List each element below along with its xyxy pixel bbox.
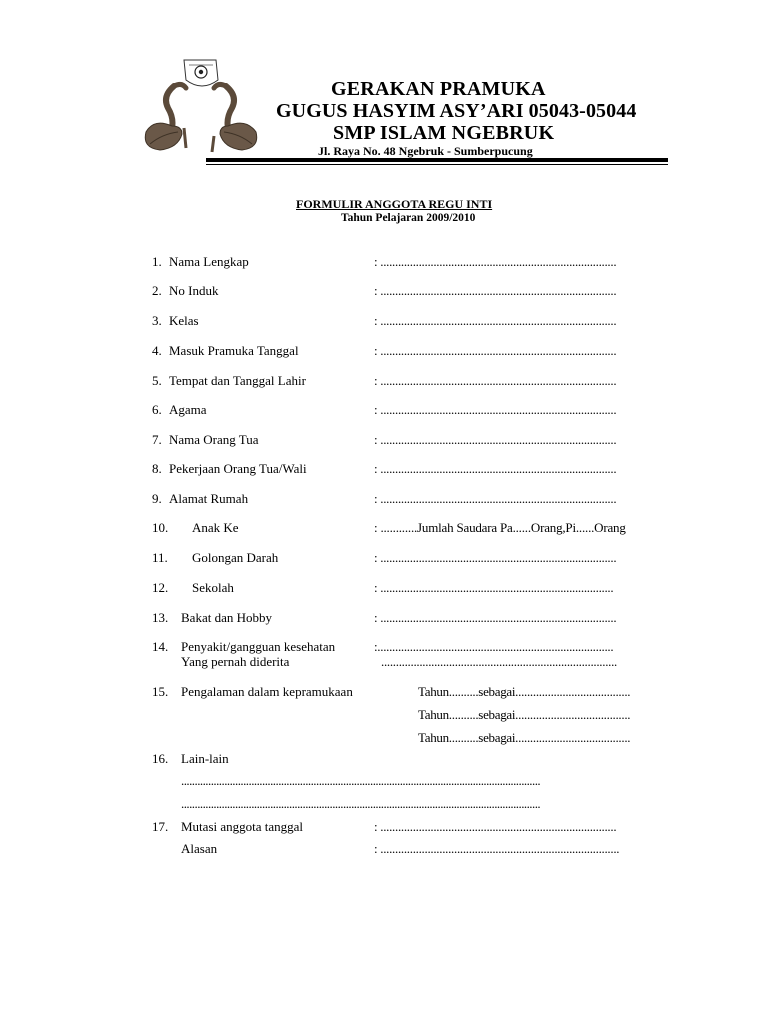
field-input-sekolah[interactable]: : ...............................................................................: [374, 580, 614, 595]
field-num: 11.: [152, 550, 168, 565]
field-label-anak-ke: Anak Ke: [192, 520, 239, 535]
field-label-lain-lain: Lain-lain: [181, 751, 229, 766]
field-input-anak-ke[interactable]: : ............Jumlah Saudara Pa......Orang,Pi......Orang: [374, 520, 626, 535]
field-input-agama[interactable]: : ................................................................................: [374, 402, 617, 417]
field-num: 6.: [152, 402, 162, 417]
field-input-pengalaman-1[interactable]: Tahun..........sebagai.......................................: [418, 684, 631, 699]
field-label-penyakit: Penyakit/gangguan kesehatan: [181, 639, 336, 654]
org-name: GERAKAN PRAMUKA: [331, 78, 546, 100]
field-num: 9.: [152, 491, 162, 506]
field-num: 3.: [152, 313, 162, 328]
field-input-orang-tua[interactable]: : ................................................................................: [374, 432, 617, 447]
field-input-lain-lain-1[interactable]: .....................................................................................................................................: [181, 773, 541, 788]
field-input-pekerjaan[interactable]: : ................................................................................: [374, 461, 617, 476]
field-label-ttl: Tempat dan Tanggal Lahir: [169, 373, 306, 388]
field-label-alamat: Alamat Rumah: [169, 491, 249, 506]
field-input-mutasi[interactable]: : ................................................................................: [374, 819, 617, 834]
field-input-kelas[interactable]: : ................................................................................: [374, 313, 617, 328]
header-divider-thick: [206, 158, 668, 162]
field-label-masuk-pramuka: Masuk Pramuka Tanggal: [169, 343, 299, 358]
school-name: SMP ISLAM NGEBRUK: [333, 122, 555, 144]
scout-logo: [134, 56, 270, 158]
field-input-nama[interactable]: : ................................................................................: [374, 254, 617, 269]
field-label-bakat: Bakat dan Hobby: [181, 610, 272, 625]
field-label-penyakit-2: Yang pernah diderita: [181, 654, 290, 669]
form-title: FORMULIR ANGGOTA REGU INTI: [296, 197, 493, 211]
field-input-no-induk[interactable]: : ................................................................................: [374, 283, 617, 298]
field-label-golongan-darah: Golongan Darah: [192, 550, 279, 565]
field-num: 17.: [152, 819, 169, 834]
field-input-alamat[interactable]: : ................................................................................: [374, 491, 617, 506]
field-label-pengalaman: Pengalaman dalam kepramukaan: [181, 684, 353, 699]
field-input-alasan[interactable]: : .................................................................................: [374, 841, 620, 856]
field-input-penyakit[interactable]: :................................................................................: [374, 639, 614, 654]
field-label-alasan: Alasan: [181, 841, 218, 856]
field-num: 2.: [152, 283, 162, 298]
field-num: 13.: [152, 610, 169, 625]
field-num: 15.: [152, 684, 169, 699]
field-label-pekerjaan: Pekerjaan Orang Tua/Wali: [169, 461, 307, 476]
field-num: 5.: [152, 373, 162, 388]
field-num: 10.: [152, 520, 169, 535]
field-num: 1.: [152, 254, 162, 269]
field-input-ttl[interactable]: : ................................................................................: [374, 373, 617, 388]
field-label-no-induk: No Induk: [169, 283, 219, 298]
field-input-lain-lain-2[interactable]: .....................................................................................................................................: [181, 796, 541, 811]
field-num: 8.: [152, 461, 162, 476]
header-divider-thin: [206, 164, 668, 165]
field-label-kelas: Kelas: [169, 313, 199, 328]
field-num: 12.: [152, 580, 169, 595]
field-label-nama: Nama Lengkap: [169, 254, 249, 269]
field-input-pengalaman-3[interactable]: Tahun..........sebagai.......................................: [418, 730, 631, 745]
gugus-name: GUGUS HASYIM ASY’ARI 05043-05044: [276, 100, 637, 122]
field-label-orang-tua: Nama Orang Tua: [169, 432, 259, 447]
school-address: Jl. Raya No. 48 Ngebruk - Sumberpucung: [318, 144, 533, 158]
field-input-golongan-darah[interactable]: : ................................................................................: [374, 550, 617, 565]
field-label-mutasi: Mutasi anggota tanggal: [181, 819, 304, 834]
field-num: 14.: [152, 639, 169, 654]
field-input-pengalaman-2[interactable]: Tahun..........sebagai.......................................: [418, 707, 631, 722]
field-label-sekolah: Sekolah: [192, 580, 234, 595]
form-subtitle: Tahun Pelajaran 2009/2010: [341, 212, 476, 224]
field-input-bakat[interactable]: : ................................................................................: [374, 610, 617, 625]
field-num: 7.: [152, 432, 162, 447]
field-label-agama: Agama: [169, 402, 207, 417]
field-num: 16.: [152, 751, 169, 766]
field-input-masuk-pramuka[interactable]: : ................................................................................: [374, 343, 617, 358]
field-input-penyakit-2[interactable]: ................................................................................: [381, 654, 618, 669]
school-emblem-icon: [184, 60, 218, 86]
field-num: 4.: [152, 343, 162, 358]
